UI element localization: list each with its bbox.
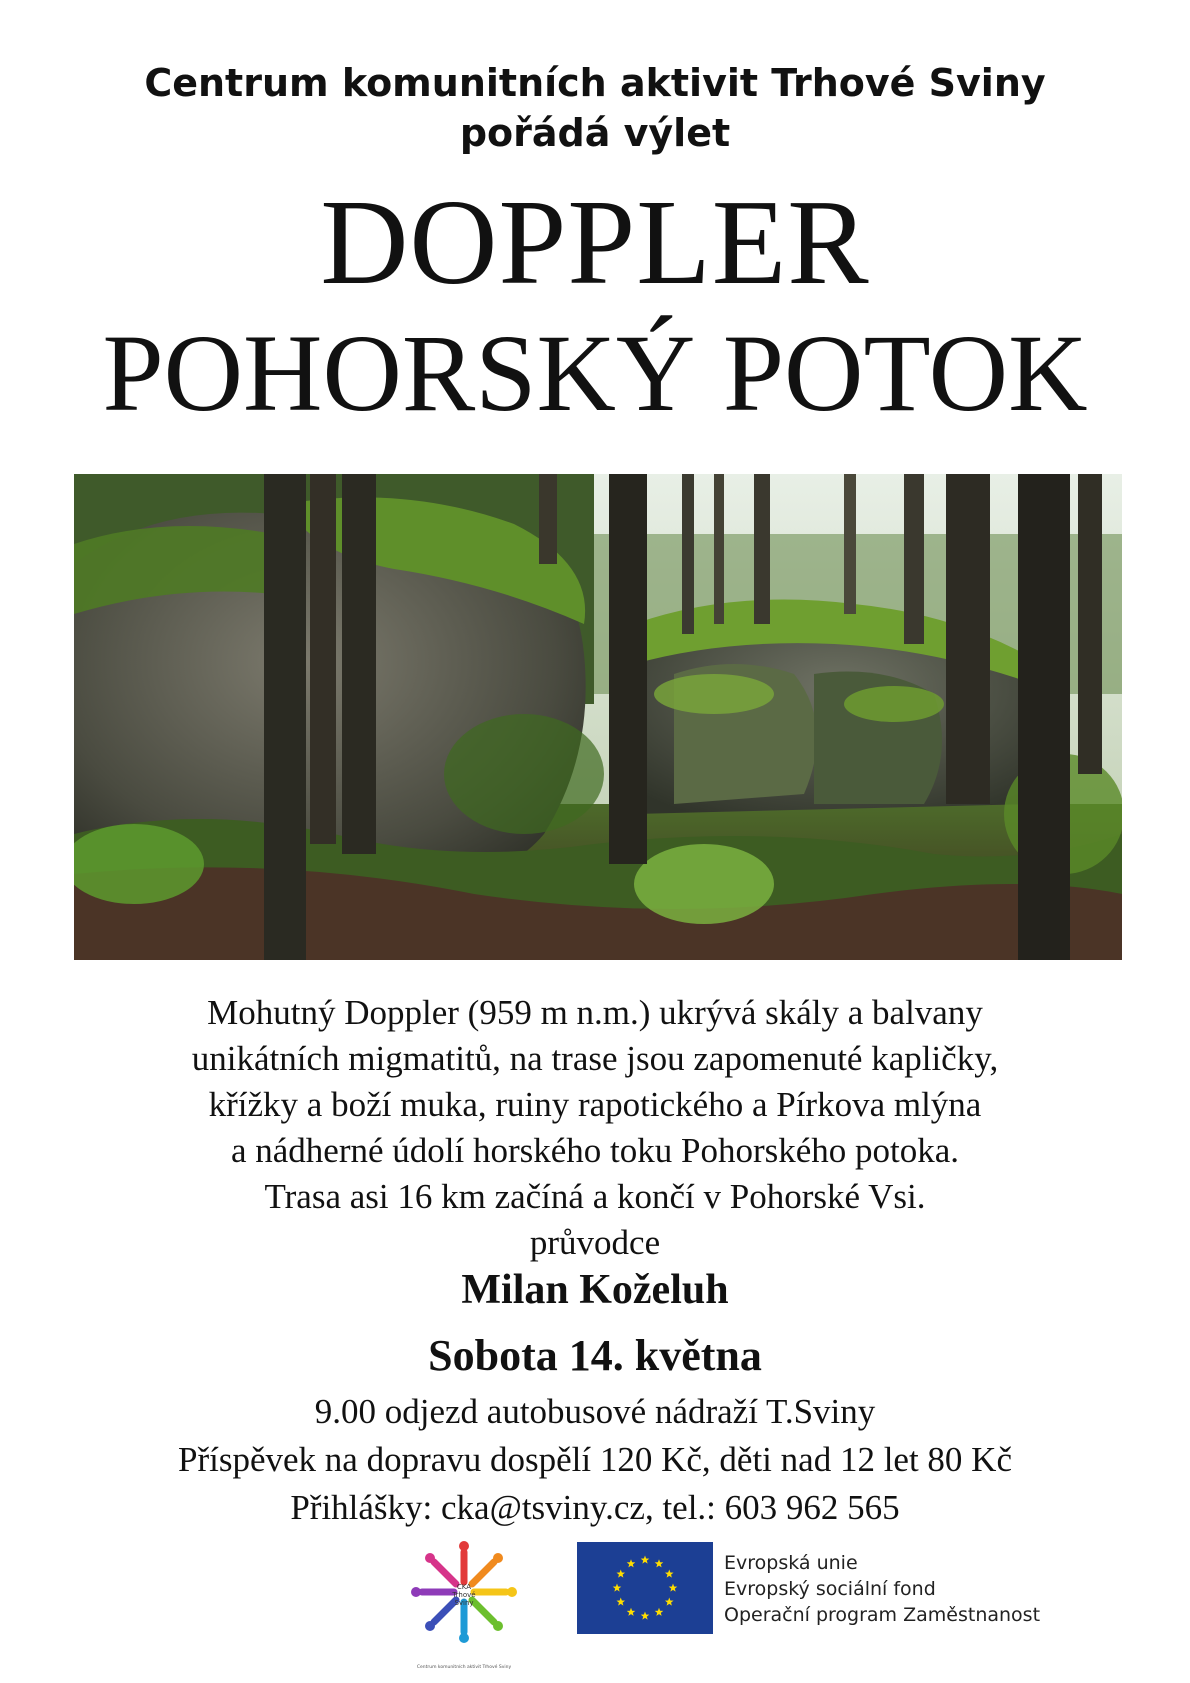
event-info [0,1388,1190,1532]
eu-line: Evropská unie [724,1552,858,1574]
organizer-name: Centrum komunitních aktivit Trhové Sviny [144,61,1046,105]
eu-line: Evropský sociální fond [724,1578,936,1600]
guide-label: průvodce [529,1223,661,1262]
description-line: a nádherné údolí horského toku Pohorského potoka. [230,1131,960,1170]
description-line: Trasa asi 16 km začíná a končí v Pohorské Vsi. [264,1177,926,1216]
cka-logo-text: Sviny [454,1599,474,1607]
event-date: Sobota 14. května [428,1331,762,1380]
price-info: Příspěvek na dopravu dospělí 120 Kč, děti nad 12 let 80 Kč [178,1440,1012,1479]
contact-info: Přihlášky: cka@tsviny.cz, tel.: 603 962 565 [290,1488,900,1527]
event-type: pořádá výlet [459,111,731,155]
title-pohorsky-potok: POHORSKÝ POTOK [102,312,1088,434]
organizer-header [0,58,1190,158]
forest-rocks-photo [74,474,1122,960]
description-line: unikátních migmatitů, na trase jsou zapomenuté kapličky, [191,1039,999,1078]
trip-description [0,990,1190,1266]
eu-funding-text [724,1550,1040,1628]
cka-logo-text: Trhové [452,1591,476,1599]
eu-line: Operační program Zaměstnanost [724,1604,1041,1626]
title-doppler: DOPPLER [320,175,870,310]
description-line: křížky a boží muka, ruiny rapotického a Pírkova mlýna [208,1085,982,1124]
description-line: Mohutný Doppler (959 m n.m.) ukrývá skály a balvany [207,993,983,1032]
eu-flag-icon [577,1542,713,1634]
cka-logo-text: CKA [456,1583,472,1591]
cka-logo [408,1540,520,1676]
departure-info: 9.00 odjezd autobusové nádraží T.Sviny [314,1392,876,1431]
guide-name: Milan Koželuh [461,1267,729,1313]
cka-logo-caption: Centrum komunitních aktivit Trhové Sviny [416,1665,512,1670]
